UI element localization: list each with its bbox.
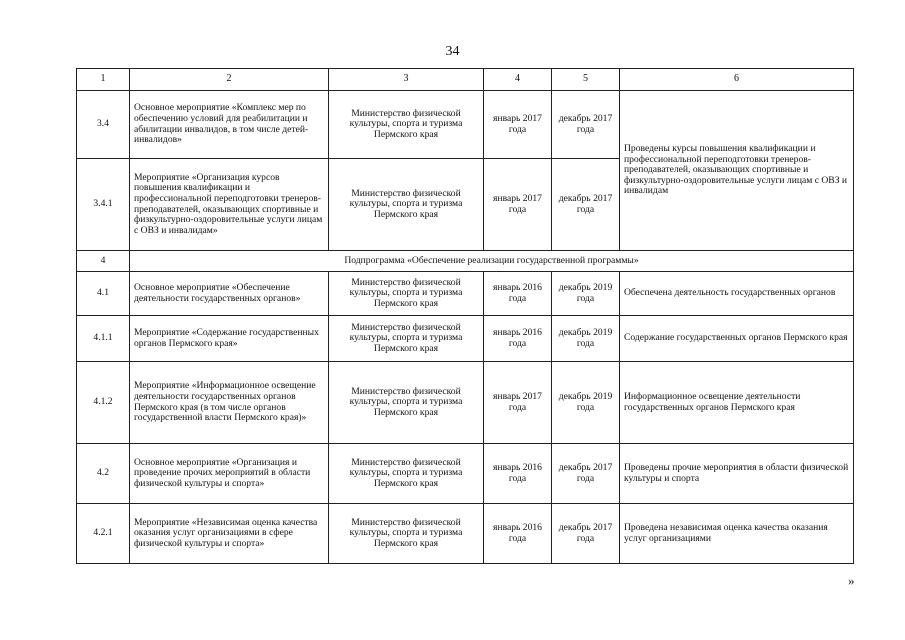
closing-quote-mark: »: [848, 573, 855, 588]
result: Проведена независимая оценка качества оказания услуг организациями: [620, 504, 854, 564]
row-number: 4.2.1: [77, 504, 130, 564]
header-cell: 3: [329, 69, 484, 91]
row-number: 4: [77, 251, 130, 272]
subprogram-row: [77, 251, 854, 272]
page-number: 34: [445, 44, 460, 59]
end-date: декабрь 2019 года: [552, 316, 620, 362]
event-name: Мероприятие «Информационное освещение деятельности государственных органов Пермского края (в том числе органов государственной власти Пермского края)»: [130, 362, 329, 444]
header-cell: 1: [77, 69, 130, 91]
row-number: 4.2: [77, 444, 130, 504]
result-merged: Проведены курсы повышения квалификации и профессиональной переподготовки тренеров-преподавателей, оказывающих спортивные и физкультурно-оздоровительные услуги лицам с ОВЗ и инвалидам: [620, 91, 854, 251]
program-table: [76, 68, 854, 564]
end-date: декабрь 2017 года: [552, 159, 620, 251]
end-date: декабрь 2017 года: [552, 444, 620, 504]
table-row: [77, 362, 854, 444]
executor: Министерство физической культуры, спорта и туризма Пермского края: [329, 316, 484, 362]
table-row: [77, 444, 854, 504]
table-row: [77, 504, 854, 564]
row-number: 3.4.1: [77, 159, 130, 251]
row-number: 4.1: [77, 272, 130, 316]
header-cell: 6: [620, 69, 854, 91]
start-date: январь 2017 года: [484, 91, 552, 159]
end-date: декабрь 2019 года: [552, 272, 620, 316]
event-name: Основное мероприятие «Организация и проведение прочих мероприятий в области физической культуры и спорта»: [130, 444, 329, 504]
executor: Министерство физической культуры, спорта и туризма Пермского края: [329, 91, 484, 159]
start-date: январь 2017 года: [484, 362, 552, 444]
row-number: 3.4: [77, 91, 130, 159]
result: Обеспечена деятельность государственных органов: [620, 272, 854, 316]
start-date: январь 2016 года: [484, 272, 552, 316]
executor: Министерство физической культуры, спорта и туризма Пермского края: [329, 504, 484, 564]
row-number: 4.1.1: [77, 316, 130, 362]
end-date: декабрь 2019 года: [552, 362, 620, 444]
start-date: январь 2016 года: [484, 504, 552, 564]
event-name: Основное мероприятие «Комплекс мер по обеспечению условий для реабилитации и абилитации инвалидов, в том числе детей-инвалидов»: [130, 91, 329, 159]
executor: Министерство физической культуры, спорта и туризма Пермского края: [329, 362, 484, 444]
executor: Министерство физической культуры, спорта и туризма Пермского края: [329, 159, 484, 251]
table-row: [77, 91, 854, 159]
event-name: Основное мероприятие «Обеспечение деятельности государственных органов»: [130, 272, 329, 316]
event-name: Мероприятие «Независимая оценка качества оказания услуг организациями в сфере физической культуры и спорта»: [130, 504, 329, 564]
result: Информационное освещение деятельности государственных органов Пермского края: [620, 362, 854, 444]
table-header-row: [77, 69, 854, 91]
row-number: 4.1.2: [77, 362, 130, 444]
table-row: [77, 272, 854, 316]
start-date: январь 2017 года: [484, 159, 552, 251]
end-date: декабрь 2017 года: [552, 91, 620, 159]
executor: Министерство физической культуры, спорта и туризма Пермского края: [329, 272, 484, 316]
header-cell: 5: [552, 69, 620, 91]
header-cell: 4: [484, 69, 552, 91]
executor: Министерство физической культуры, спорта и туризма Пермского края: [329, 444, 484, 504]
start-date: январь 2016 года: [484, 316, 552, 362]
subprogram-title: Подпрограмма «Обеспечение реализации государственной программы»: [130, 251, 854, 272]
end-date: декабрь 2017 года: [552, 504, 620, 564]
result: Содержание государственных органов Пермского края: [620, 316, 854, 362]
event-name: Мероприятие «Организация курсов повышения квалификации и профессиональной переподготовки тренеров-преподавателей, оказывающих спортивные и физкультурно-оздоровительные услуги лицам с ОВЗ и инвалидам»: [130, 159, 329, 251]
result: Проведены прочие мероприятия в области физической культуры и спорта: [620, 444, 854, 504]
table-row: [77, 316, 854, 362]
event-name: Мероприятие «Содержание государственных органов Пермского края»: [130, 316, 329, 362]
start-date: январь 2016 года: [484, 444, 552, 504]
header-cell: 2: [130, 69, 329, 91]
